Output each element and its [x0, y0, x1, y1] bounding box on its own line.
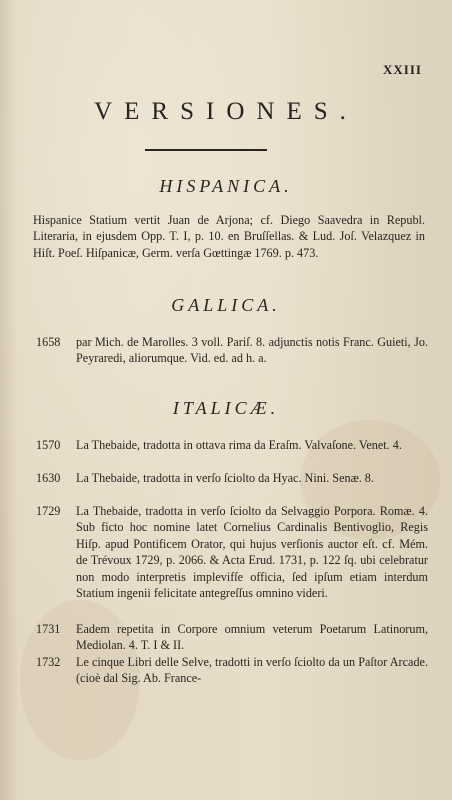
entry-year: 1570 — [36, 438, 61, 452]
italicae-entry — [36, 654, 428, 687]
entry-year: 1658 — [36, 335, 61, 349]
section-heading-hispanica: HISPANICA. — [159, 176, 293, 196]
entry-text: par Mich. de Marolles. 3 voll. Pariſ. 8. adjunctis notis Franc. Guieti, Jo. Peyraredi, aliorumque. Vid. ed. ad h. a. — [76, 335, 428, 366]
entry-year: 1731 — [36, 622, 61, 636]
page-number: XXIII — [383, 62, 422, 77]
italicae-entry — [36, 437, 428, 453]
section-heading-gallica: GALLICA. — [171, 295, 281, 315]
hispanica-paragraph: Hispanice Statium vertit Juan de Arjona; cf. Diego Saavedra in Republ. Literaria, in ejusdem Opp. T. I, p. 10. en Bruſſellas. & Lud. Joſ. Velazquez in Hiſt. Poeſ. Hiſpanicæ, Germ. verſa Gœttingæ 1769. p. 473. — [33, 213, 425, 260]
page-title: VERSIONES. — [94, 98, 358, 125]
italicae-entry — [36, 470, 428, 486]
entry-text: La Thebaide, tradotta in verſo ſciolto da Hyac. Nini. Senæ. 8. — [76, 471, 374, 485]
entry-year: 1732 — [36, 655, 61, 669]
section-heading-italicae: ITALICÆ. — [172, 398, 280, 418]
italicae-entry — [36, 621, 428, 654]
gallica-entry — [36, 334, 428, 367]
entry-text: Eadem repetita in Corpore omnium veterum Poetarum Latinorum, Mediolan. 4. T. I & II. — [76, 622, 428, 653]
entry-year: 1630 — [36, 471, 61, 485]
entry-text: Le cinque Libri delle Selve, tradotti in verſo ſciolto da un Paſtor Arcade. (cioè dal Sig. Ab. France- — [76, 655, 428, 686]
entry-text: La Thebaide, tradotta in verſo ſciolto da Selvaggio Porpora. Romæ. 4. Sub ficto hoc nomine latet Cornelius Cardinalis Bentivoglio, Regis Hiſp. apud Pontificem Orator, qui hujus verſionis auctor eſt. cf. Mém. de Trévoux 1729, p. 2066. & Acta Erud. 1731, p. 122 ſq. ubi celebratur non modo interpretis implevifſe officia, ſed ipſum etiam interdum Statium ingenii felicitate antegreſſus omnino videri. — [76, 504, 428, 601]
entry-year: 1729 — [36, 504, 61, 518]
title-rule — [145, 149, 267, 151]
entry-text: La Thebaide, tradotta in ottava rima da Eraſm. Valvaſone. Venet. 4. — [76, 438, 402, 452]
italicae-entry — [36, 503, 428, 601]
